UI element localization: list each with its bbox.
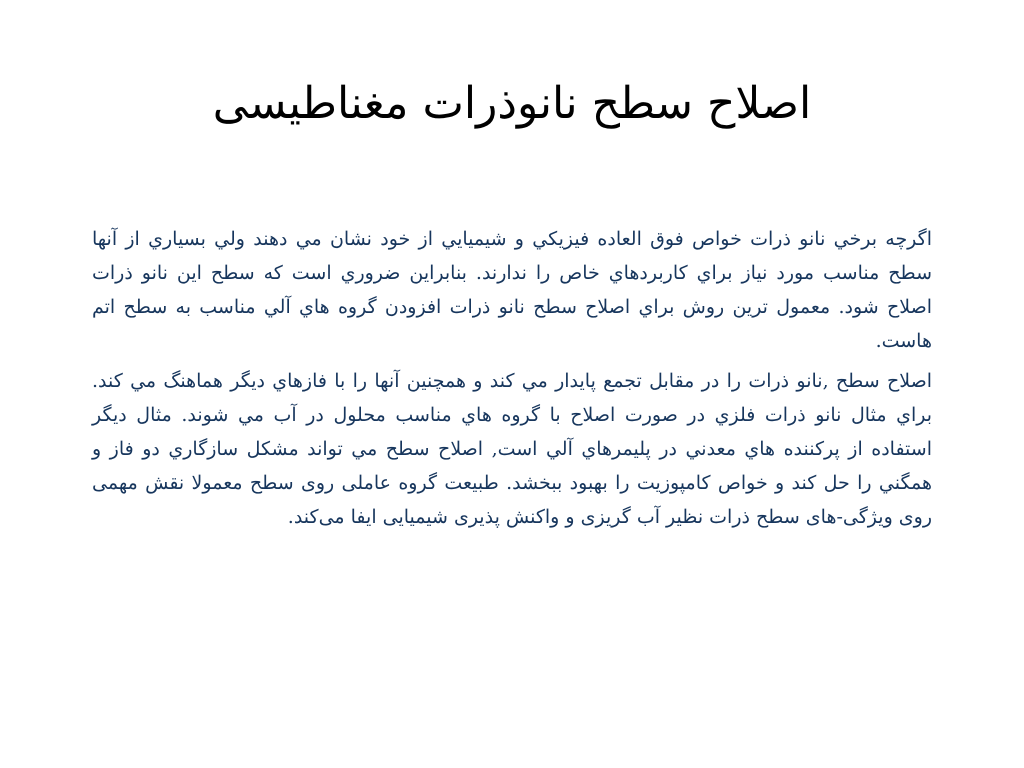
body-paragraph-1: اگرچه برخي نانو ذرات خواص فوق العاده فيزيكي و شيميايي از خود نشان مي دهند ولي بسياري از آنها سطح مناسب مورد نياز براي كاربردهاي خاص را ندارند. بنابراين ضروري است كه سطح اين نانو ذرات اصلاح شود. معمول ترين روش براي اصلاح سطح نانو ذرات افزودن گروه هاي آلي مناسب به سطح اتم هاست.: [92, 228, 932, 352]
slide-body: [92, 222, 932, 540]
body-paragraph-2: اصلاح سطح ,نانو ذرات را در مقابل تجمع پايدار مي كند و همچنين آنها را با فازهاي ديگر هماهنگ مي كند. براي مثال نانو ذرات فلزي در صورت اصلاح با گروه هاي مناسب محلول در آب مي شوند. مثال ديگر استفاده از پركننده هاي معدني در پليمرهاي آلي است, اصلاح سطح مي تواند مشكل سازگاري دو فاز و همگني را حل كند و خواص كامپوزيت را بهبود ببخشد. طبیعت گروه عاملی روی سطح معمولا نقش مهمی روی ویژگی-های سطح ذرات نظیر آب گریزی و واکنش پذیری شیمیایی ایفا می‌کند.: [92, 370, 932, 528]
slide-title: اصلاح سطح نانوذرات مغناطیسی: [212, 78, 812, 129]
